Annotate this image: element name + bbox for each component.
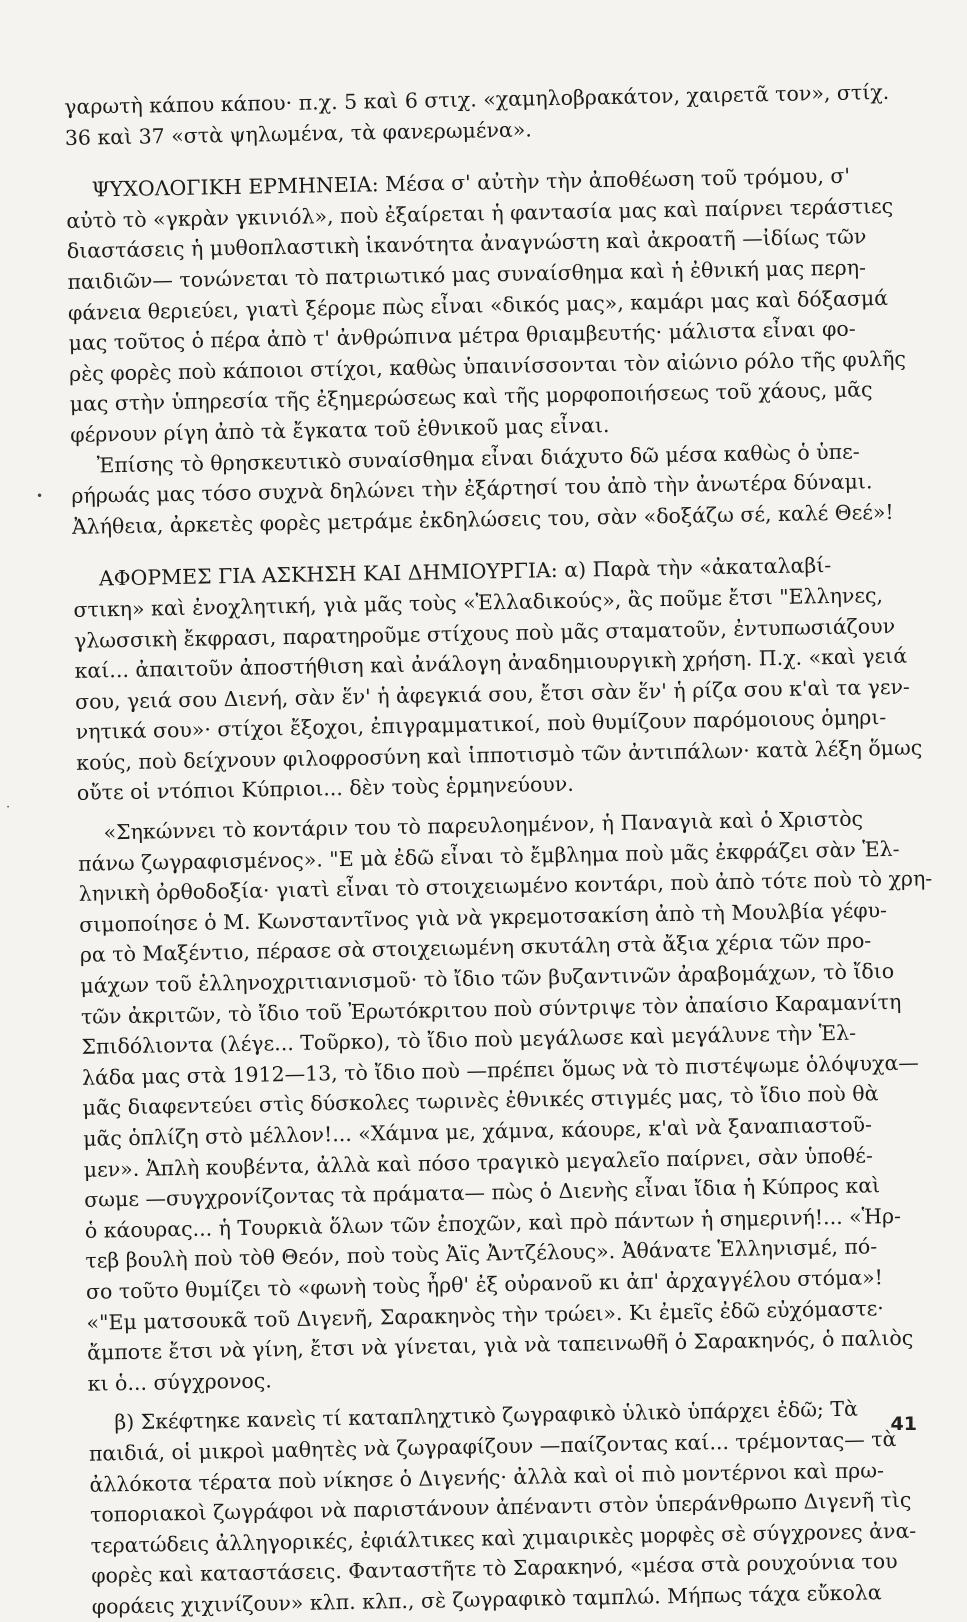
text-line: φορὲς καὶ καταστάσεις. Φανταστῆτε τὸ Σαρακηνό, «μέσα στὰ ρουχούνια του [90, 1549, 898, 1589]
paragraph-religious-sentiment [71, 435, 921, 542]
text-line: μᾶς διαφεντεύει στὶς δύσκολες τωρινὲς ἐθνικές στιγμές μας, τὸ ἴδιο ποὺ θὰ [82, 1081, 879, 1121]
text-line: οὔτε οἱ ντόπιοι Κύπριοι... δὲν τοὺς ἑρμηνεύουν. [76, 772, 574, 806]
text-line: λάδα μας στὰ 1912—13, τὸ ἴδιο ποὺ —πρέπει ὅμως νὰ τὸ πιστέψωμε ὁλόψυχα— [81, 1050, 920, 1090]
text-line: σιμοποίησε ὁ Μ. Κωνσταντῖνος γιὰ νὰ γκρεμοτσακίση ἀπὸ τὴ Μουλβία γέφυ- [79, 897, 888, 937]
text-line: ρα τὸ Μαξέντιο, πέρασε σὰ στοιχειωμένη σκυτάλη στὰ ἄξια χέρια τῶν προ- [79, 928, 872, 968]
text-line: πάνω ζωγραφισμένος». "Ε μὰ ἐδῶ εἶναι τὸ ἔμβλημα ποὺ μᾶς ἐκφράζει σὰν Ἑλ- [77, 836, 900, 876]
text-line: φέρνουν ρίγη ἀπὸ τὰ ἔγκατα τοῦ ἐθνικοῦ μας εἶναι. [70, 413, 610, 447]
paragraph-exercise-creation [73, 549, 925, 809]
text-line: β) Σκέφτηκε κανεὶς τί καταπληχτικὸ ζωγραφικὸ ὑλικὸ ὑπάρχει ἐδῶ; Τὰ [114, 1397, 859, 1435]
margin-speck-mark: · [6, 800, 11, 815]
text-line: τεβ βουλὴ ποὺ τὸθ Θεόν, ποὺ τοὺς Ἀϊς Ἀντζέλους». Ἀθάνατε Ἑλληνισμέ, πό- [85, 1234, 878, 1274]
paragraph-psychological-interpretation [66, 160, 919, 451]
text-line: στικη» καὶ ἐνοχλητική, γιὰ μᾶς τοὺς «Ἑλλαδικούς», ἂς ποῦμε ἔτσι "Ελληνες, [73, 582, 884, 622]
page-number: 41 [890, 1413, 917, 1435]
text-line: τῶν ἀκριτῶν, τὸ ἴδιο τοῦ Ἐρωτόκριτου ποὺ σύντριψε τὸν ἀπαίσιο Καραμανίτη [80, 989, 902, 1029]
text-line: μᾶς ὁπλίζη στὸ μέλλον!... «Χάμνα με, χάμνα, κάουρε, κ'αὶ νὰ ξαναπιαστοῦ- [82, 1112, 873, 1151]
paragraph-intro-continuation [64, 76, 913, 153]
text-line: μεν». Ἁπλὴ κουβέντα, ἀλλὰ καὶ πόσο τραγικὸ μεγαλεῖο παίρνει, σὰν ὑποθέ- [83, 1142, 874, 1182]
text-line: γλωσσικὴ ἔκφρασι, παρατηροῦμε στίχους ποὺ μᾶς σταματοῦν, ἐντυπωσιάζουν [73, 613, 896, 653]
text-line: μας τοῦτος ὁ πέρα ἀπὸ τ' ἀνθρώπινα μέτρα θριαμβευτής· μάλιστα εἶναι φο- [68, 316, 856, 356]
text-line: διαστάσεις ἡ μυθοπλαστικὴ ἱκανότητα ἀναγνώστη καὶ ἀκροατῆ —ἰδίως τῶν [66, 224, 867, 264]
text-line: παιδιά, οἱ μικροὶ μαθητὲς νὰ ζωγραφίζουν —παίζοντας καί... τρέμοντας— τὰ [88, 1426, 897, 1466]
text-line: σωμε —συγχρονίζοντας τὰ πράματα— πὼς ὁ Διενὴς εἶναι ἴδια ἡ Κύπρος καὶ [84, 1173, 881, 1212]
text-line: Ἀλήθεια, ἀρκετὲς φορὲς μετράμε ἐκδηλώσεις του, σὰν «δοξάζω σέ, καλέ Θεέ»! [71, 499, 894, 539]
text-line: ρήρωάς μας τόσο συχνὰ δηλώνει τὴν ἐξάρτησί του ἀπὸ τὴν ἀνωτέρα δύναμι. [71, 469, 873, 509]
text-line: κι ὁ... σύγχρονος. [87, 1368, 272, 1396]
text-line: Ἐπίσης τὸ θρησκευτικὸ συναίσθημα εἶναι διάχυτο δῶ μέσα καθὼς ὁ ὑπε- [96, 439, 860, 477]
body-text [64, 76, 940, 1622]
text-line: φοράεις χιχινίζουν» κλπ. κλπ., σὲ ζωγραφικὸ ταμπλώ. Μήπως τάχα εὔκολα [91, 1580, 882, 1619]
text-line: ἀλλόκοτα τέρατα ποὺ νίκησε ὁ Διγενής· ἀλλὰ καὶ οἱ πιὸ μοντέρνοι καὶ πρω- [89, 1457, 885, 1497]
text-line: ΑΦΟΡΜΕΣ ΓΙΑ ΑΣΚΗΣΗ ΚΑΙ ΔΗΜΙΟΥΡΓΙΑ: α) Παρὰ τὴν «ἀκαταλαβί- [98, 553, 832, 591]
paragraph-spear-quote [77, 802, 936, 1399]
text-line: καί... ἀπαιτοῦν ἀποστήθιση καὶ ἀνάλογη ἀναδημιουργικὴ χρήση. Π.χ. «καὶ γειά [74, 643, 908, 683]
text-line: ἄμποτε ἔτσι νὰ γίνη, ἔτσι νὰ γίνεται, γιὰ νὰ ταπεινωθῆ ὁ Σαρακηνός, ὁ παλιὸς [86, 1325, 914, 1365]
text-line: φάνεια θεριεύει, γιατὶ ξέρομε πὼς εἶναι «δικός μας», καμάρι μας καὶ δόξασμά [67, 285, 889, 325]
text-line: τερατώδεις ἀλληγορικές, ἐφιάλτικες καὶ χιμαιρικὲς μορφὲς σὲ σύγχρονες ἀνα- [90, 1518, 917, 1558]
paragraph-painting-material [88, 1393, 940, 1622]
text-line: κούς, ποὺ δείχνουν φιλοφροσύνη καὶ ἱπποτισμὸ τῶν ἀντιπάλων· κατὰ λέξη ὅμως [76, 735, 923, 775]
text-line: σου, γειά σου Διενή, σὰν ἕν' ἡ ἀφεγκιά σου, ἔτσι σὰν ἕν' ἡ ρίζα σου κ'αὶ τα γεν- [74, 674, 911, 714]
margin-bullet-mark: • [36, 489, 44, 503]
text-line: ΨΥΧΟΛΟΓΙΚΗ ΕΡΜΗΝΕΙΑ: Μέσα σ' αὐτὴν τὴν ἀποθέωση τοῦ τρόμου, σ' [91, 163, 851, 202]
text-line: γαρωτὴ κάπου κάπου· π.χ. 5 καὶ 6 στιχ. «χαμηλοβρακάτον, χαιρετᾶ τον», στίχ. [64, 79, 890, 119]
text-line: 36 καὶ 37 «στὰ ψηλωμένα, τὰ φανερωμένα». [64, 117, 533, 150]
text-line: «"Εμ ματσουκᾶ τοῦ Διγενῆ, Σαρακηνὸς τὴν τρώει». Κι ἐμεῖς ἐδῶ εὐχόμαστε· [86, 1295, 885, 1335]
text-line: τοποριακοὶ ζωγράφοι νὰ παριστάνουν ἀπέναντι στὸν ὑπεράνθρωπο Διγενῆ τὶς [89, 1487, 912, 1527]
text-line: ὁ κάουρας... ἡ Τουρκιὰ ὅλων τῶν ἐποχῶν, καὶ πρὸ πάντων ἡ σημερινή!... «Ἡρ- [84, 1203, 902, 1243]
text-line: μάχων τοῦ ἑλληνοχριτιανισμοῦ· τὸ ἴδιο τῶν βυζαντινῶν ἀραβομάχων, τὸ ἴδιο [80, 958, 895, 998]
text-line: παιδιῶν— τονώνεται τὸ πατριωτικό μας συναίσθημα καὶ ἡ ἐθνική μας περη- [67, 255, 867, 294]
text-line: σο τοῦτο θυμίζει τὸ «φωνὴ τοὺς ἦρθ' ἐξ οὐρανοῦ κι ἀπ' ἀρχαγγέλου στόμα»! [85, 1265, 884, 1304]
text-line: ρὲς φορὲς ποὺ κάποιοι στίχοι, καθὼς ὑπαινίσσονται τὸν αἰώνιο ρόλο τῆς φυλῆς [68, 346, 907, 386]
text-line: Σπιδόλιοντα (λέγε... Τοῦρκο), τὸ ἴδιο ποὺ μεγάλωσε καὶ μεγάλυνε τὴν Ἑλ- [81, 1020, 857, 1060]
text-line: αὐτὸ τὸ «γκρὰν γκινιόλ», ποὺ ἐξαίρεται ἡ φαντασία μας καὶ παίρνει τεράστιες [66, 193, 894, 233]
text-line: μας στὴν ὑπηρεσία τῆς ἐξημερώσεως καὶ τῆς μορφοποιήσεως τοῦ χάους, μᾶς [69, 377, 873, 417]
text-line: ληνικὴ ὀρθοδοξία· γιατὶ εἶναι τὸ στοιχειωμένο κοντάρι, ποὺ ἀπὸ τότε ποὺ τὸ χρη- [78, 866, 933, 907]
text-line: «Σηκώννει τὸ κοντάριν του τὸ παρευλοημένον, ἡ Παναγιὰ καὶ ὁ Χριστὸς [103, 806, 864, 845]
text-line: νητικά σου»· στίχοι ἔξοχοι, ἐπιγραμματικοί, ποὺ θυμίζουν παρόμοιους ὁμηρι- [75, 705, 887, 745]
